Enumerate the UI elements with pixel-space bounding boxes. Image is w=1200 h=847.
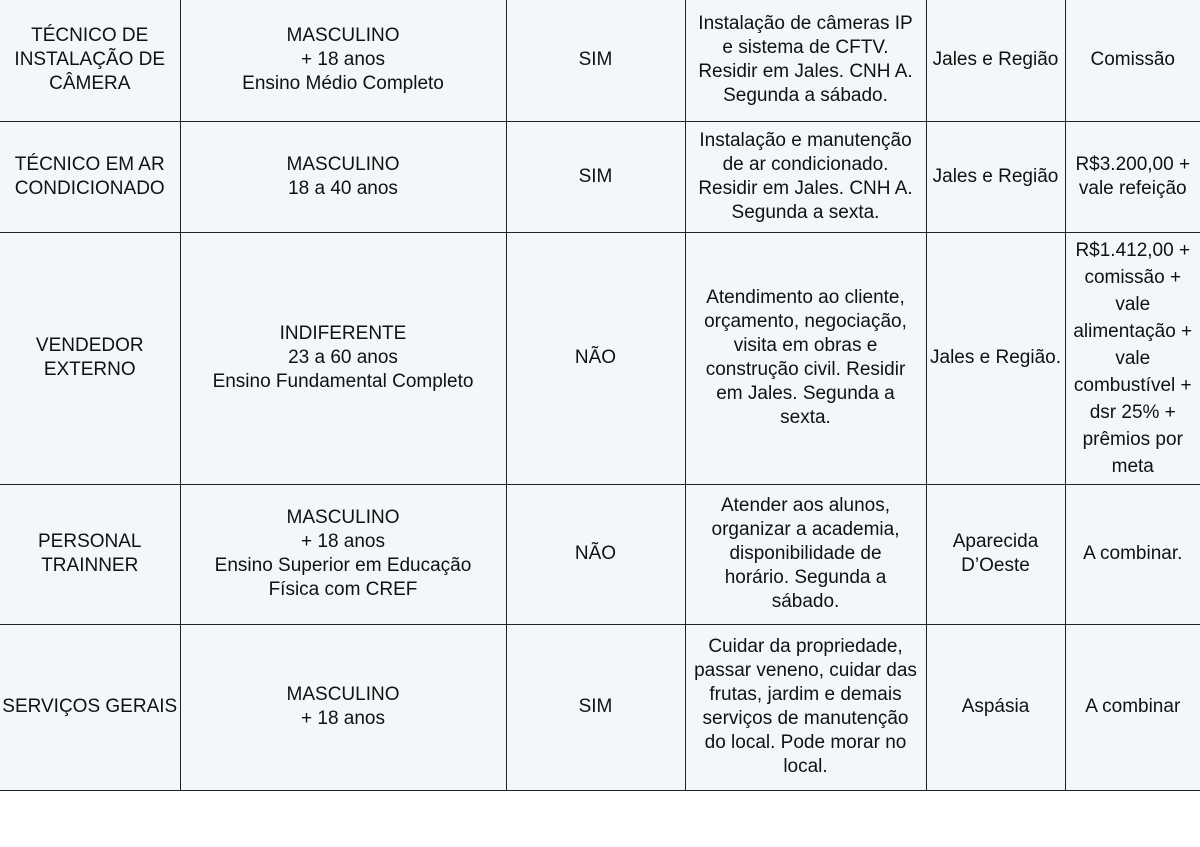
table-row: [0, 624, 1200, 790]
atividades-cell: Atendimento ao cliente, orçamento, negociação, visita em obras e construção civil. Residir em Jales. Segunda a sexta.: [685, 232, 926, 484]
cargo-cell: TÉCNICO DE INSTALAÇÃO DE CÂMERA: [0, 0, 180, 121]
local-cell: Aspásia: [926, 624, 1065, 790]
local-cell: Jales e Região.: [926, 232, 1065, 484]
remuneracao-cell: R$3.200,00 + vale refeição: [1065, 121, 1200, 232]
atividades-cell: Cuidar da propriedade, passar veneno, cuidar das frutas, jardim e demais serviços de manutenção do local. Pode morar no local.: [685, 624, 926, 790]
cargo-cell: SERVIÇOS GERAIS: [0, 624, 180, 790]
cnh-cell: SIM: [506, 0, 685, 121]
table-row: [0, 232, 1200, 484]
local-cell: Aparecida D’Oeste: [926, 484, 1065, 624]
perfil-cell: MASCULINO + 18 anos: [180, 624, 506, 790]
remuneracao-cell: A combinar: [1065, 624, 1200, 790]
remuneracao-cell: A combinar.: [1065, 484, 1200, 624]
remuneracao-cell: Comissão: [1065, 0, 1200, 121]
atividades-cell: Atender aos alunos, organizar a academia, disponibilidade de horário. Segunda a sábado.: [685, 484, 926, 624]
perfil-cell: MASCULINO 18 a 40 anos: [180, 121, 506, 232]
perfil-cell: MASCULINO + 18 anos Ensino Médio Completo: [180, 0, 506, 121]
table-row: [0, 484, 1200, 624]
table-row: [0, 121, 1200, 232]
cargo-cell: VENDEDOR EXTERNO: [0, 232, 180, 484]
local-cell: Jales e Região: [926, 0, 1065, 121]
remuneracao-cell: R$1.412,00 + comissão + vale alimentação + vale combustível + dsr 25% + prêmios por meta: [1065, 232, 1200, 484]
perfil-cell: MASCULINO + 18 anos Ensino Superior em Educação Física com CREF: [180, 484, 506, 624]
cnh-cell: NÃO: [506, 484, 685, 624]
atividades-cell: Instalação de câmeras IP e sistema de CFTV. Residir em Jales. CNH A. Segunda a sábado.: [685, 0, 926, 121]
cargo-cell: TÉCNICO EM AR CONDICIONADO: [0, 121, 180, 232]
perfil-cell: INDIFERENTE 23 a 60 anos Ensino Fundamental Completo: [180, 232, 506, 484]
local-cell: Jales e Região: [926, 121, 1065, 232]
cargo-cell: PERSONAL TRAINNER: [0, 484, 180, 624]
table-row: [0, 0, 1200, 121]
cnh-cell: SIM: [506, 121, 685, 232]
cnh-cell: SIM: [506, 624, 685, 790]
atividades-cell: Instalação e manutenção de ar condicionado. Residir em Jales. CNH A. Segunda a sexta.: [685, 121, 926, 232]
cnh-cell: NÃO: [506, 232, 685, 484]
